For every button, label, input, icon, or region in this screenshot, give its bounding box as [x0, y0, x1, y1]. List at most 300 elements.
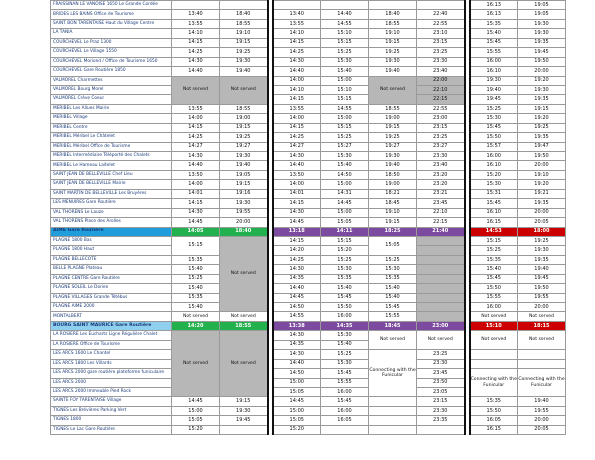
- table-row: [51, 57, 566, 66]
- table-row: [51, 425, 566, 434]
- time-cell: 14:45: [172, 218, 220, 227]
- time-cell: 13:55: [172, 104, 220, 113]
- time-cell: 15:40: [172, 284, 220, 293]
- time-cell: 23:30: [417, 57, 465, 66]
- table-row: [51, 10, 566, 19]
- time-cell: 15:25: [172, 274, 220, 283]
- table-row: [51, 293, 566, 302]
- time-cell: [518, 359, 566, 368]
- time-cell: 15:35: [321, 274, 369, 283]
- not-served-label: Not served: [369, 331, 417, 350]
- table-row: [51, 76, 566, 85]
- time-cell: 19:45: [220, 416, 268, 425]
- time-cell: 22:15: [417, 95, 465, 104]
- time-cell: 15:40: [172, 265, 220, 274]
- time-cell: 19:15: [369, 218, 417, 227]
- time-cell: 14:05: [172, 227, 220, 236]
- time-cell: [417, 246, 465, 255]
- table-row: [51, 152, 566, 161]
- stop-name: MONTALBERT: [51, 312, 172, 321]
- time-cell: [417, 1, 465, 10]
- time-cell: 20:00: [518, 161, 566, 170]
- time-cell: 22:00: [417, 76, 465, 85]
- time-cell: 23:30: [417, 406, 465, 415]
- table-row: [51, 274, 566, 283]
- table-row: [51, 180, 566, 189]
- not-served-label: Not served: [220, 76, 268, 104]
- time-cell: 15:30: [321, 265, 369, 274]
- time-cell: 15:30: [321, 359, 369, 368]
- time-cell: [518, 350, 566, 359]
- stop-name: MERIBEL Méribel Office de Tourisme: [51, 142, 172, 151]
- time-cell: 19:15: [369, 123, 417, 132]
- table-row: [51, 170, 566, 179]
- table-row: [51, 236, 566, 245]
- stop-name: PLAGNE 1800 Haut: [51, 246, 172, 255]
- time-cell: 15:25: [321, 48, 369, 57]
- time-cell: 14:40: [273, 161, 321, 170]
- time-cell: 23:00: [417, 321, 465, 330]
- stop-name: PLAGNE SOLEIL Le Dorien: [51, 284, 172, 293]
- stop-name: SAINT BON TARENTAISE Haut du Village Centre: [51, 19, 172, 28]
- time-cell: 23:15: [417, 38, 465, 47]
- stop-name: LES ARCS 2000: [51, 378, 172, 387]
- stop-name: VAL THORENS Place des Arolles: [51, 218, 172, 227]
- time-cell: 19:20: [518, 180, 566, 189]
- time-cell: 14:25: [273, 48, 321, 57]
- time-cell: 19:15: [518, 104, 566, 113]
- table-row: [51, 312, 566, 321]
- time-cell: 23:50: [417, 378, 465, 387]
- time-cell: 15:05: [273, 416, 321, 425]
- time-cell: 19:40: [518, 265, 566, 274]
- time-cell: 15:57: [470, 142, 518, 151]
- time-cell: 19:50: [518, 152, 566, 161]
- table-row: [51, 114, 566, 123]
- time-cell: 19:15: [220, 123, 268, 132]
- stop-name: COURCHEVEL Le Village 1550: [51, 48, 172, 57]
- stop-name: TIGNES Les Brévières Parking Vert: [51, 406, 172, 415]
- table-row: [51, 359, 566, 368]
- time-cell: 19:30: [220, 406, 268, 415]
- time-cell: 19:00: [369, 180, 417, 189]
- time-cell: 15:00: [321, 180, 369, 189]
- time-cell: 19:15: [220, 38, 268, 47]
- time-cell: [172, 1, 220, 10]
- time-cell: 14:50: [321, 170, 369, 179]
- time-cell: 20:00: [220, 218, 268, 227]
- table-row: [51, 48, 566, 57]
- time-cell: 19:10: [369, 29, 417, 38]
- table-row: [51, 208, 566, 217]
- time-cell: 22:55: [417, 19, 465, 28]
- time-cell: 19:55: [518, 293, 566, 302]
- time-cell: 15:20: [470, 170, 518, 179]
- time-cell: 23:40: [417, 161, 465, 170]
- column-separator: [465, 387, 470, 396]
- time-cell: 14:40: [273, 67, 321, 76]
- not-served-label: Not served: [470, 312, 518, 321]
- time-cell: [369, 416, 417, 425]
- time-cell: 19:10: [220, 29, 268, 38]
- time-cell: 13:40: [172, 10, 220, 19]
- time-cell: 15:05: [273, 387, 321, 396]
- time-cell: 14:45: [172, 397, 220, 406]
- time-cell: 14:10: [172, 29, 220, 38]
- time-cell: 15:00: [321, 114, 369, 123]
- time-cell: 15:50: [470, 406, 518, 415]
- stop-name: MERIBEL Le Hameau Laitelet: [51, 161, 172, 170]
- time-cell: 16:10: [470, 161, 518, 170]
- time-cell: 14:15: [273, 236, 321, 245]
- not-served-label: Not served: [172, 331, 220, 397]
- time-cell: 14:01: [273, 189, 321, 198]
- stop-name: PLAGNE AIME 2000: [51, 303, 172, 312]
- not-served-label: Not served: [417, 331, 465, 350]
- stop-name: FRAISSINAN LE VANOISE 1650 Le Grande Cordée: [51, 1, 172, 10]
- time-cell: [417, 284, 465, 293]
- time-cell: 19:15: [220, 397, 268, 406]
- not-served-label: Not served: [220, 331, 268, 397]
- time-cell: 19:30: [518, 85, 566, 94]
- time-cell: 14:35: [321, 321, 369, 330]
- table-row: [51, 265, 566, 274]
- time-cell: 15:35: [470, 397, 518, 406]
- table-row: [51, 1, 566, 10]
- time-cell: 15:45: [369, 303, 417, 312]
- time-cell: 23:20: [417, 170, 465, 179]
- time-cell: 13:50: [172, 170, 220, 179]
- time-cell: 14:40: [273, 284, 321, 293]
- time-cell: 14:11: [321, 227, 369, 236]
- timetable: [50, 0, 566, 435]
- time-cell: 15:30: [321, 331, 369, 340]
- time-cell: 19:15: [220, 180, 268, 189]
- stop-name: LES ARCS 2000 gare routière plateforme funiculaire: [51, 369, 172, 378]
- time-cell: 16:10: [470, 67, 518, 76]
- stop-name: LES ARCS 1600 Le Chantel: [51, 350, 172, 359]
- table-row: [51, 218, 566, 227]
- time-cell: 15:45: [321, 293, 369, 302]
- time-cell: 22:15: [417, 218, 465, 227]
- time-cell: 22:40: [417, 10, 465, 19]
- stop-name: PLAGNE VILLAGES Grande Tétébus: [51, 293, 172, 302]
- not-served-label: Not served: [220, 312, 268, 321]
- time-cell: [470, 350, 518, 359]
- time-cell: 19:25: [369, 133, 417, 142]
- time-cell: 19:55: [518, 406, 566, 415]
- time-cell: [417, 303, 465, 312]
- time-cell: 21:40: [417, 227, 465, 236]
- time-cell: 14:45: [273, 218, 321, 227]
- time-cell: 15:15: [321, 123, 369, 132]
- time-cell: 19:21: [518, 189, 566, 198]
- time-cell: 15:45: [470, 123, 518, 132]
- time-cell: 15:20: [321, 246, 369, 255]
- time-cell: 15:00: [321, 208, 369, 217]
- stop-name: MERIBEL Centre: [51, 123, 172, 132]
- time-cell: 19:45: [470, 95, 518, 104]
- time-cell: 15:40: [321, 284, 369, 293]
- time-cell: 18:45: [369, 199, 417, 208]
- time-cell: 15:25: [369, 255, 417, 264]
- time-cell: 15:50: [470, 284, 518, 293]
- table-row: [51, 397, 566, 406]
- stop-name: MERIBEL Méribel Le Châtelet: [51, 133, 172, 142]
- time-cell: 15:40: [321, 340, 369, 349]
- time-cell: 15:55: [470, 48, 518, 57]
- time-cell: 16:00: [470, 57, 518, 66]
- time-cell: 14:40: [172, 67, 220, 76]
- time-cell: 15:25: [470, 246, 518, 255]
- time-cell: 19:45: [518, 274, 566, 283]
- time-cell: 16:00: [470, 303, 518, 312]
- time-cell: 18:40: [220, 10, 268, 19]
- time-cell: 15:30: [321, 152, 369, 161]
- table-row-highlight: [51, 321, 566, 330]
- stop-name: COURCHEVEL Le Praz 1300: [51, 38, 172, 47]
- time-cell: 19:20: [518, 114, 566, 123]
- time-cell: 14:00: [172, 180, 220, 189]
- time-cell: 23:10: [417, 29, 465, 38]
- stop-name: AIME Gare Routière: [51, 227, 172, 236]
- time-cell: 15:00: [273, 406, 321, 415]
- time-cell: 14:01: [172, 189, 220, 198]
- stop-name: SAINT JEAN DE BELLEVILLE Chef Lieu: [51, 170, 172, 179]
- time-cell: 15:45: [470, 274, 518, 283]
- time-cell: 19:30: [220, 199, 268, 208]
- time-cell: 14:40: [321, 10, 369, 19]
- funicular-note: Connecting with the Funicular: [470, 369, 518, 397]
- time-cell: 23:15: [417, 397, 465, 406]
- table-row: [51, 38, 566, 47]
- stop-name: VALMOREL Crève Coeur: [51, 95, 172, 104]
- time-cell: 15:45: [470, 199, 518, 208]
- time-cell: 14:30: [273, 57, 321, 66]
- time-cell: 19:30: [369, 152, 417, 161]
- time-cell: 14:40: [172, 161, 220, 170]
- table-row-highlight: [51, 227, 566, 236]
- time-cell: 23:30: [417, 152, 465, 161]
- time-cell: 14:27: [273, 142, 321, 151]
- time-cell: 18:40: [369, 10, 417, 19]
- time-cell: 20:00: [518, 303, 566, 312]
- time-cell: 18:40: [220, 227, 268, 236]
- time-cell: 19:35: [518, 95, 566, 104]
- time-cell: 15:15: [321, 38, 369, 47]
- time-cell: 19:55: [220, 208, 268, 217]
- time-cell: 16:15: [470, 218, 518, 227]
- time-cell: 15:25: [321, 133, 369, 142]
- time-cell: [220, 1, 268, 10]
- time-cell: 19:25: [220, 48, 268, 57]
- time-cell: 23:05: [417, 387, 465, 396]
- time-cell: 19:30: [220, 57, 268, 66]
- time-cell: 18:55: [220, 19, 268, 28]
- time-cell: 14:31: [321, 189, 369, 198]
- time-cell: 13:40: [273, 10, 321, 19]
- stop-name: SAINT MARTIN DE BELLEVILLE Les Bruyères: [51, 189, 172, 198]
- time-cell: 19:30: [470, 76, 518, 85]
- funicular-note: Connecting with the Funicular: [518, 369, 566, 397]
- time-cell: 14:55: [273, 312, 321, 321]
- time-cell: 14:15: [273, 95, 321, 104]
- time-cell: 14:50: [273, 369, 321, 378]
- time-cell: 14:55: [321, 104, 369, 113]
- time-cell: 23:45: [417, 369, 465, 378]
- time-cell: 14:45: [321, 199, 369, 208]
- time-cell: [417, 265, 465, 274]
- stop-name: MERIBEL Les Allues Mairie: [51, 104, 172, 113]
- time-cell: 22:55: [417, 104, 465, 113]
- time-cell: 15:40: [369, 284, 417, 293]
- time-cell: 16:00: [321, 406, 369, 415]
- time-cell: 14:00: [273, 180, 321, 189]
- time-cell: 14:15: [273, 199, 321, 208]
- time-cell: 23:20: [417, 180, 465, 189]
- time-cell: 15:40: [172, 303, 220, 312]
- time-cell: 23:30: [417, 359, 465, 368]
- stop-name: MERIBEL Village: [51, 114, 172, 123]
- stop-name: LA TANIA: [51, 29, 172, 38]
- not-served-label: Not served: [518, 331, 566, 350]
- time-cell: 16:00: [321, 312, 369, 321]
- time-cell: 15:35: [470, 19, 518, 28]
- time-cell: 18:50: [369, 170, 417, 179]
- stop-name: LA ROSIERE Les Eucharts Ligne Régulière Chalet: [51, 331, 172, 340]
- time-cell: 15:40: [321, 161, 369, 170]
- time-cell: [321, 1, 369, 10]
- time-cell: [417, 312, 465, 321]
- time-cell: 14:30: [172, 208, 220, 217]
- time-cell: 18:55: [220, 104, 268, 113]
- time-cell: [369, 1, 417, 10]
- time-cell: 19:27: [220, 142, 268, 151]
- time-cell: 19:15: [369, 38, 417, 47]
- table-row: [51, 123, 566, 132]
- time-cell: [417, 236, 465, 245]
- time-cell: 14:30: [273, 208, 321, 217]
- stop-name: BELLE PLAGNE Plateau: [51, 265, 172, 274]
- time-cell: 15:00: [172, 406, 220, 415]
- time-cell: 15:35: [172, 255, 220, 264]
- time-cell: 23:27: [417, 142, 465, 151]
- time-cell: [417, 274, 465, 283]
- time-cell: 19:40: [369, 67, 417, 76]
- time-cell: 15:40: [470, 265, 518, 274]
- time-cell: 16:05: [321, 416, 369, 425]
- time-cell: 15:05: [369, 236, 417, 255]
- time-cell: 19:40: [369, 161, 417, 170]
- time-cell: 19:30: [369, 57, 417, 66]
- time-cell: 18:15: [518, 321, 566, 330]
- time-cell: 14:15: [273, 123, 321, 132]
- stop-name: BOURG SAINT MAURICE Gare Routière: [51, 321, 172, 330]
- time-cell: 14:27: [172, 142, 220, 151]
- time-cell: 19:05: [518, 10, 566, 19]
- stop-name: LES ARCS 2000 Immeuble Pied Rock: [51, 387, 172, 396]
- stop-name: PLAGNE CENTRE Gare Routière: [51, 274, 172, 283]
- time-cell: [220, 425, 268, 434]
- time-cell: 19:40: [220, 161, 268, 170]
- time-cell: 18:55: [369, 104, 417, 113]
- time-cell: 14:20: [273, 246, 321, 255]
- time-cell: 15:20: [273, 425, 321, 434]
- table-row: [51, 19, 566, 28]
- time-cell: 14:15: [273, 38, 321, 47]
- time-cell: 18:21: [369, 189, 417, 198]
- time-cell: 18:55: [220, 321, 268, 330]
- table-row: [51, 303, 566, 312]
- time-cell: 13:38: [273, 321, 321, 330]
- time-cell: 20:00: [518, 208, 566, 217]
- table-row: [51, 29, 566, 38]
- time-cell: 14:15: [172, 199, 220, 208]
- time-cell: 13:55: [273, 104, 321, 113]
- time-cell: 15:05: [172, 416, 220, 425]
- time-cell: 14:25: [172, 48, 220, 57]
- time-cell: 15:20: [172, 425, 220, 434]
- time-cell: 19:40: [518, 397, 566, 406]
- time-cell: 19:10: [369, 208, 417, 217]
- time-cell: 19:30: [220, 152, 268, 161]
- time-cell: 16:10: [470, 208, 518, 217]
- time-cell: 22:10: [417, 85, 465, 94]
- time-cell: 15:30: [321, 57, 369, 66]
- time-cell: 15:15: [172, 236, 220, 255]
- time-cell: 15:15: [470, 236, 518, 245]
- time-cell: 18:00: [518, 227, 566, 236]
- time-cell: 15:27: [321, 142, 369, 151]
- time-cell: 15:50: [321, 303, 369, 312]
- time-cell: 13:55: [273, 19, 321, 28]
- time-cell: 15:00: [273, 378, 321, 387]
- time-cell: 19:35: [518, 255, 566, 264]
- time-cell: 15:10: [321, 85, 369, 94]
- table-row: [51, 133, 566, 142]
- time-cell: 15:45: [321, 397, 369, 406]
- time-cell: 15:45: [470, 38, 518, 47]
- time-cell: 16:13: [470, 10, 518, 19]
- time-cell: 15:45: [321, 369, 369, 378]
- stop-name: LES ARCS 1800 Les Villards: [51, 359, 172, 368]
- time-cell: 19:40: [220, 67, 268, 76]
- time-cell: 14:25: [172, 133, 220, 142]
- time-cell: 19:05: [220, 170, 268, 179]
- time-cell: 20:00: [518, 416, 566, 425]
- time-cell: 14:00: [172, 114, 220, 123]
- time-cell: 19:50: [518, 57, 566, 66]
- table-row: [51, 284, 566, 293]
- time-cell: 14:30: [172, 57, 220, 66]
- table-row: [51, 246, 566, 255]
- not-served-label: Not served: [220, 236, 268, 312]
- funicular-note: Connecting with the Funicular: [369, 350, 417, 397]
- time-cell: 14:35: [273, 340, 321, 349]
- time-cell: [417, 293, 465, 302]
- not-served-label: Not served: [518, 312, 566, 321]
- time-cell: 14:40: [273, 359, 321, 368]
- time-cell: 23:25: [417, 48, 465, 57]
- time-cell: 16:13: [470, 1, 518, 10]
- stop-name: TIGNES 1800: [51, 416, 172, 425]
- time-cell: 19:16: [220, 189, 268, 198]
- table-row: [51, 255, 566, 264]
- not-served-label: Not served: [470, 331, 518, 350]
- table-row: [51, 331, 566, 340]
- stop-name: LA ROSIERE Office de Tourisme: [51, 340, 172, 349]
- time-cell: 15:35: [172, 293, 220, 302]
